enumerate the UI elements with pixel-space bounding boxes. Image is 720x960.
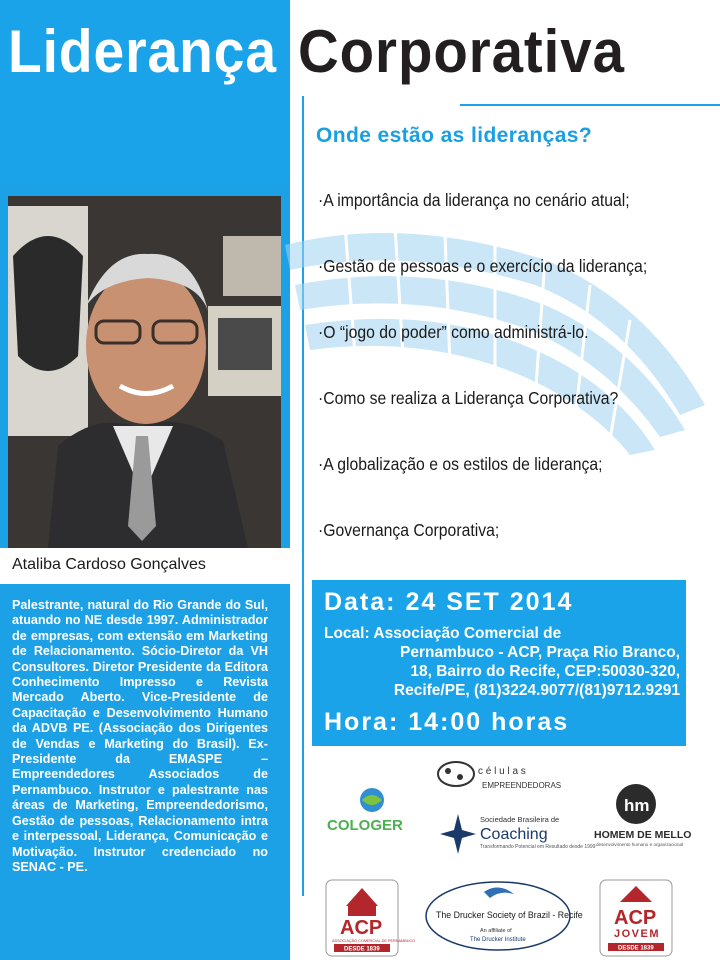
acp-jovem-acp-text: ACP (614, 907, 657, 929)
speaker-bio: Palestrante, natural do Rio Grande do Sul, atuando no NE desde 1997. Administrador de empresas, com extensão em Marketing de Relacionamento. Sócio-Diretor da VH Consultores. Diretor Presidente da Editora Conhecimento Impresso e Revista Mercado Aberto. Vice-Presidente de Capacitação e Desenvolvimento Humano da ADVB PE. (Associação dos Dirigentes de Vendas e Marketing do Brasil). Ex-Presidente da EMASPE – Empreendedores Associados de Pernambuco. Instrutor e palestrante nas áreas de Marketing, Empreendedorismo, Gestão de pessoas, Relacionamento intra e interpessoal, Liderança, Comunicação e Motivação. Instrutor credenciado no SENAC - PE. (12, 598, 268, 874)
coaching-text-main: Coaching (480, 826, 548, 843)
acp-logo (326, 880, 416, 956)
drucker-society-logo (424, 880, 583, 952)
drucker-text-main: The Drucker Society of Brazil - Recife (436, 910, 583, 920)
event-date: Data: 24 SET 2014 (324, 588, 574, 616)
coaching-logo (440, 810, 596, 858)
event-info-box (312, 580, 686, 746)
acp-text: ACP (340, 917, 383, 939)
topic-item: ·O “jogo do poder” como administrá-lo. (318, 322, 589, 342)
topic-item: ·Como se realiza a Liderança Corporativa? (318, 388, 619, 408)
cologer-text: COLOGER (327, 817, 403, 834)
speaker-photo (8, 196, 281, 548)
speaker-caption (0, 548, 290, 584)
coaching-text-top: Sociedade Brasileira de (480, 815, 560, 824)
event-location-line: Local: Associação Comercial de (324, 625, 562, 642)
svg-text:hm: hm (624, 796, 650, 815)
event-location (324, 624, 680, 700)
subtitle: Onde estão as lideranças? (316, 124, 593, 147)
homem-de-mello-logo (590, 782, 692, 848)
topic-item: ·Gestão de pessoas e o exercício da liderança; (318, 256, 648, 276)
homem-de-mello-tagline: desenvolvimento humano e organizacional (596, 842, 684, 847)
cologer-logo (324, 786, 420, 836)
event-location-line: Recife/PE, (81)3224.9077/(81)9712.9291 (393, 682, 680, 699)
homem-de-mello-text: HOMEM DE MELLO (594, 829, 692, 841)
celulas-logo (434, 758, 569, 794)
event-hour: Hora: 14:00 horas (324, 708, 570, 736)
celulas-text-top: c é l u l a s (478, 766, 526, 777)
acp-jovem-logo (600, 880, 672, 956)
speaker-name: Ataliba Cardoso Gonçalves (12, 556, 206, 573)
title-word-corporativa: Corporativa (298, 18, 625, 85)
celulas-text-bottom: EMPREENDEDORAS (482, 781, 562, 790)
title-rule (460, 104, 720, 106)
acp-jovem-desde-text: DESDE 1839 (618, 945, 654, 952)
topic-item: ·A importância da liderança no cenário atual; (318, 190, 630, 210)
coaching-tagline: Transformando Potencial em Resultado desde 1999 (480, 844, 596, 850)
topic-item: ·Governança Corporativa; (318, 520, 500, 540)
drucker-text-sub: An affiliate of (480, 928, 512, 934)
acp-jovem-text: JOVEM (614, 928, 661, 940)
acp-desde-text: DESDE 1839 (344, 946, 380, 953)
acp-assoc-text: ASSOCIAÇÃO COMERCIAL DE PERNAMBUCO (332, 939, 416, 943)
drucker-text-inst: The Drucker Institute (470, 937, 526, 943)
event-location-line: 18, Bairro do Recife, CEP:50030-320, (410, 663, 680, 680)
event-location-line: Pernambuco - ACP, Praça Rio Branco, (400, 644, 680, 661)
topic-item: ·A globalização e os estilos de liderança; (318, 454, 603, 474)
title-word-lideranca: Liderança (8, 18, 278, 85)
